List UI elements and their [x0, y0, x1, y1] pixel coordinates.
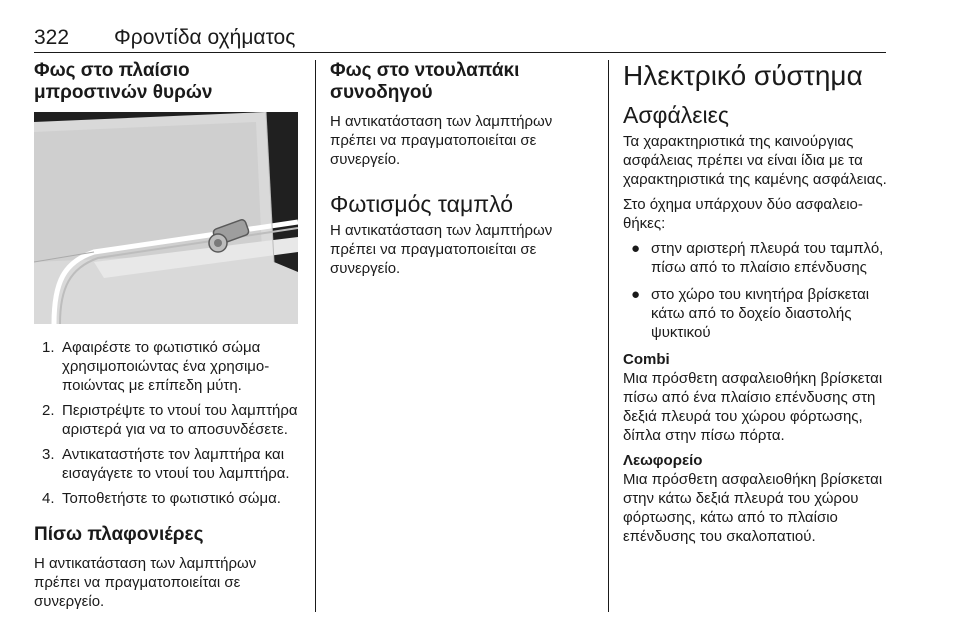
section-heading-glovebox-light: Φως στο ντουλαπάκι συνοδηγού [330, 60, 520, 103]
paragraph: Η αντικατάσταση των λαμπτήρων πρέπει να πραγματοποιείται σε συνεργείο. [34, 555, 257, 610]
column-3 [623, 60, 889, 612]
page-header [34, 26, 886, 53]
bullet-icon: ● [631, 286, 641, 303]
list-item: ● στο χώρο του κινητήρα βρίσκεται κάτω από το δοχείο διαστολής ψυκτικού [631, 286, 870, 341]
section-heading-dashboard-lighting: Φωτισμός ταμπλό [330, 191, 514, 217]
page-number: 322 [34, 26, 70, 49]
list-item: ● στην αριστερή πλευρά του ταμπλό, πίσω από το πλαίσιο επένδυσης [631, 240, 884, 276]
subheading-bus: Λεωφορείο [623, 452, 703, 469]
section-heading-rear-lights: Πίσω πλαφονιέρες [34, 524, 204, 545]
section-heading-door-light: Φως στο πλαίσιο μπροστινών θυρών [34, 60, 213, 103]
paragraph: Η αντικατάσταση των λαμπτήρων πρέπει να πραγματοποιείται σε συνεργείο. [330, 113, 553, 168]
paragraph: Στο όχημα υπάρχουν δύο ασφαλειοθήκες: [623, 196, 863, 232]
paragraph: Η αντικατάσταση των λαμπτήρων πρέπει να πραγματοποιείται σε συνεργείο. [330, 222, 553, 277]
door-frame-lamp-drawing [34, 112, 298, 324]
column-2 [330, 60, 598, 612]
section-heading-fuses: Ασφάλειες [623, 102, 729, 128]
replacement-steps [34, 338, 302, 508]
chapter-title: Ηλεκτρικό σύστημα [623, 60, 863, 91]
list-item: 2. Περιστρέψτε το ντουί του λαμπτήρα αριστερά για να το αποσυνδέσετε. [42, 402, 298, 438]
bullet-icon: ● [631, 240, 641, 257]
running-title: Φροντίδα οχήματος [114, 26, 296, 49]
list-item: 1. Αφαιρέστε το φωτιστικό σώμα χρησιμοποιώντας ένα χρησιμοποιώντας με επίπεδη μύτη. [42, 339, 270, 394]
paragraph: Τα χαρακτηριστικά της καινούργιας ασφάλειας πρέπει να είναι ίδια με τα χαρακτηριστικά της καμένης ασφάλειας. [623, 133, 887, 188]
door-light-illustration [34, 112, 298, 324]
list-item: 3. Αντικαταστήστε τον λαμπτήρα και εισαγάγετε το ντουί του λαμπτήρα. [42, 446, 290, 482]
list-item: 4. Τοποθετήστε το φωτιστικό σώμα. [42, 490, 281, 507]
paragraph: Μια πρόσθετη ασφαλειοθήκη βρίσκεται πίσω από ένα πλαίσιο επένδυσης στη δεξιά πλευρά του χώρου φόρτωσης, δίπλα στην πίσω πόρτα. [623, 370, 883, 444]
paragraph: Μια πρόσθετη ασφαλειοθήκη βρίσκεται στην κάτω δεξιά πλευρά του χώρου φόρτωσης, κάτω από το πλαίσιο επένδυσης του σκαλοπατιού. [623, 471, 883, 545]
column-divider [608, 60, 609, 612]
subheading-combi: Combi [623, 351, 670, 368]
column-divider [315, 60, 316, 612]
fuse-box-locations [623, 239, 889, 342]
column-1 [34, 60, 302, 612]
